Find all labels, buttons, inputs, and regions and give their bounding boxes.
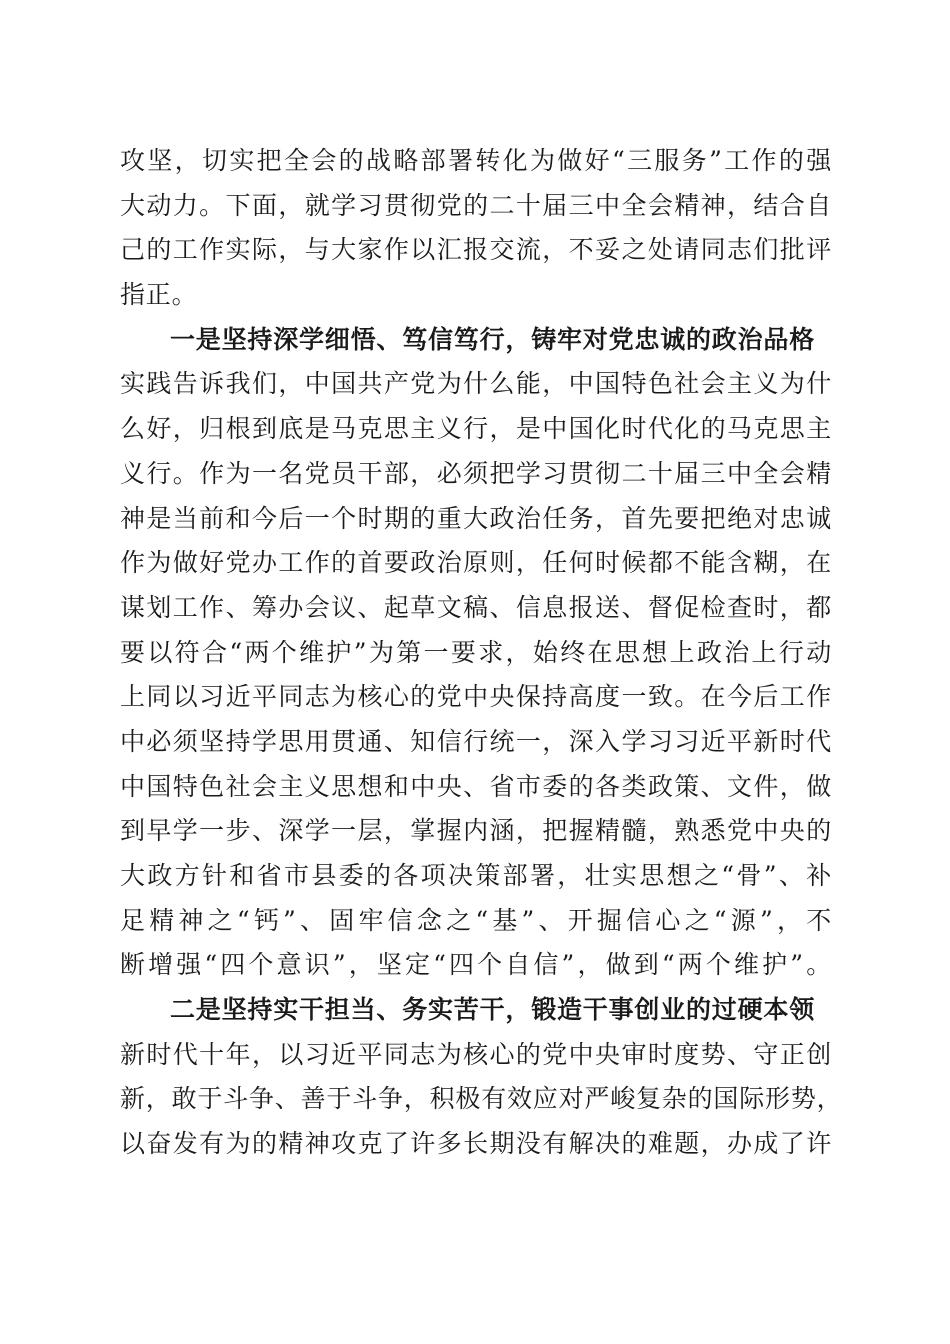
body-line: 神是当前和今后一个时期的重大政治任务，首先要把绝对忠诚 xyxy=(120,503,832,533)
body-line: 大政方针和省市县委的各项决策部署，壮实思想之“骨”、补 xyxy=(120,861,832,890)
body-line: 实践告诉我们，中国共产党为什么能，中国特色社会主义为什 xyxy=(120,369,832,399)
body-line: 己的工作实际，与大家作以汇报交流，不妥之处请同志们批评 xyxy=(120,235,832,265)
body-line: 么好，归根到底是马克思主义行，是中国化时代化的马克思主 xyxy=(120,414,832,444)
body-line: 断增强“四个意识”，坚定“四个自信”，做到“两个维护”。 xyxy=(120,950,832,980)
body-line: 攻坚，切实把全会的战略部署转化为做好“三服务”工作的强 xyxy=(120,146,832,175)
body-line: 义行。作为一名党员干部，必须把学习贯彻二十届三中全会精 xyxy=(120,458,832,488)
body-line: 指正。 xyxy=(120,280,198,310)
body-line: 上同以习近平同志为核心的党中央保持高度一致。在今后工作 xyxy=(120,682,832,712)
body-line: 要以符合“两个维护”为第一要求，始终在思想上政治上行动 xyxy=(120,637,832,667)
section-heading: 二是坚持实干担当、务实苦干，锻造干事创业的过硬本领 xyxy=(170,995,816,1025)
section-heading: 一是坚持深学细悟、笃信笃行，铸牢对党忠诚的政治品格 xyxy=(170,324,816,354)
body-line: 到早学一步、深学一层，掌握内涵，把握精髓，熟悉党中央的 xyxy=(120,816,832,846)
body-line: 新，敢于斗争、善于斗争，积极有效应对严峻复杂的国际形势， xyxy=(120,1084,843,1114)
body-line: 中国特色社会主义思想和中央、省市委的各类政策、文件，做 xyxy=(120,771,832,801)
body-line: 大动力。下面，就学习贯彻党的二十届三中全会精神，结合自 xyxy=(120,190,832,220)
body-line: 谋划工作、筹办会议、起草文稿、信息报送、督促检查时，都 xyxy=(120,592,832,622)
body-line: 新时代十年，以习近平同志为核心的党中央审时度势、守正创 xyxy=(120,1039,832,1069)
body-line: 以奋发有为的精神攻克了许多长期没有解决的难题，办成了许 xyxy=(120,1129,832,1159)
body-line: 作为做好党办工作的首要政治原则，任何时候都不能含糊，在 xyxy=(120,548,832,578)
body-line: 足精神之“钙”、固牢信念之“基”、开掘信心之“源”，不 xyxy=(120,905,832,935)
document-body xyxy=(120,139,843,1167)
body-line: 中必须坚持学思用贯通、知信行统一，深入学习习近平新时代 xyxy=(120,726,832,756)
